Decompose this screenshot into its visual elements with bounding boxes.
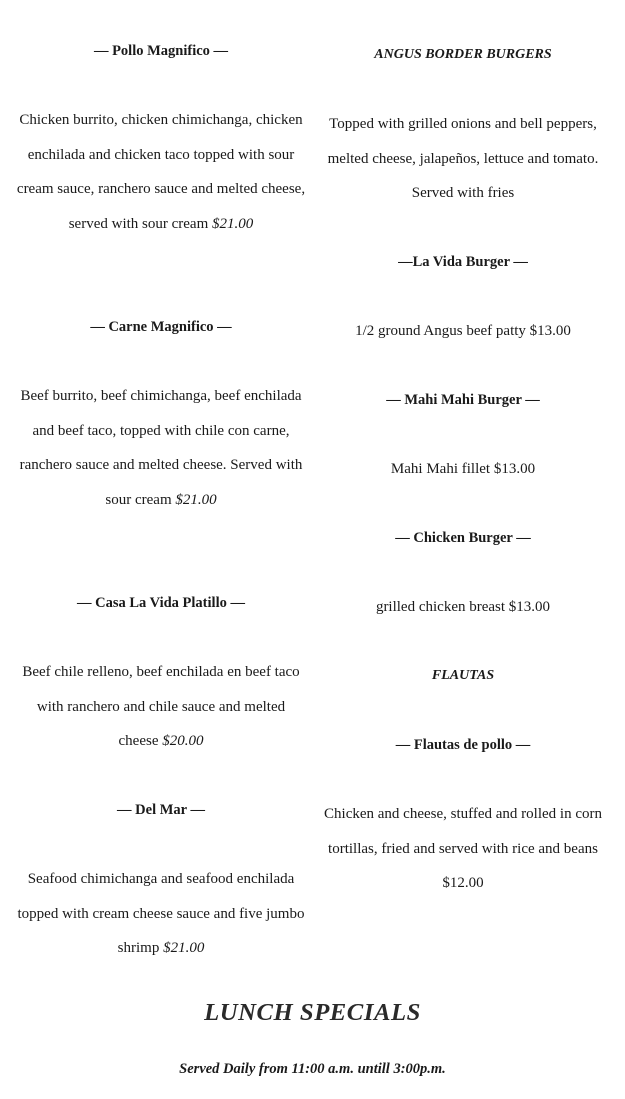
item-description-chicken-burger: grilled chicken breast $13.00 [375,599,551,615]
item-description-mahi-mahi-burger: Mahi Mahi fillet $13.00 [390,461,536,477]
lunch-specials-title: LUNCH SPECIALS [204,1000,421,1026]
item-description-del-mar [16,862,306,966]
item-title-carne-magnifico: — Carne Magnifico — [90,319,232,335]
item-price: $21.00 [163,940,205,957]
description-text: Seafood chimichanga and seafood enchilada topped with cream cheese sauce and five jumbo shrimp [17,871,305,957]
description-text: Beef burrito, beef chimichanga, beef enchilada and beef taco, topped with chile con carne, ranchero sauce and melted cheese. Served with sour cream [19,388,303,508]
item-title-pollo-magnifico: — Pollo Magnifico — [93,43,229,59]
item-price: $21.00 [175,491,217,508]
description-text: Chicken burrito, chicken chimichanga, chicken enchilada and chicken taco topped with sour cream sauce, ranchero sauce and melted cheese, served with sour cream [16,112,306,232]
item-title-flautas-de-pollo: — Flautas de pollo — [395,737,531,753]
section-title-flautas: FLAUTAS [431,668,495,683]
item-description-la-vida-burger: 1/2 ground Angus beef patty $13.00 [355,323,571,339]
item-title-del-mar: — Del Mar — [117,802,205,818]
item-description-flautas-de-pollo: Chicken and cheese, stuffed and rolled in corn tortillas, fried and served with rice and beans $12.00 [324,806,602,892]
burgers-intro-text: Topped with grilled onions and bell peppers, melted cheese, jalapeños, lettuce and tomato. Served with fries [327,116,599,202]
item-title-chicken-burger: — Chicken Burger — [395,530,531,546]
description-text: Beef chile relleno, beef enchilada en beef taco with ranchero and chile sauce and melted cheese [22,664,300,750]
item-description-carne-magnifico [16,379,306,517]
lunch-specials-subtitle: Served Daily from 11:00 a.m. untill 3:00p.m. [179,1061,446,1077]
item-title-la-vida-burger: —La Vida Burger — [398,254,528,270]
item-price: $21.00 [212,215,254,232]
item-price: $20.00 [162,733,204,750]
item-title-casa-la-vida-platillo: — Casa La Vida Platillo — [77,595,245,611]
item-description-pollo-magnifico [16,103,306,241]
item-description-casa-la-vida-platillo [16,655,306,759]
section-title-angus-border-burgers: ANGUS BORDER BURGERS [374,47,552,62]
item-title-mahi-mahi-burger: — Mahi Mahi Burger — [386,392,540,408]
